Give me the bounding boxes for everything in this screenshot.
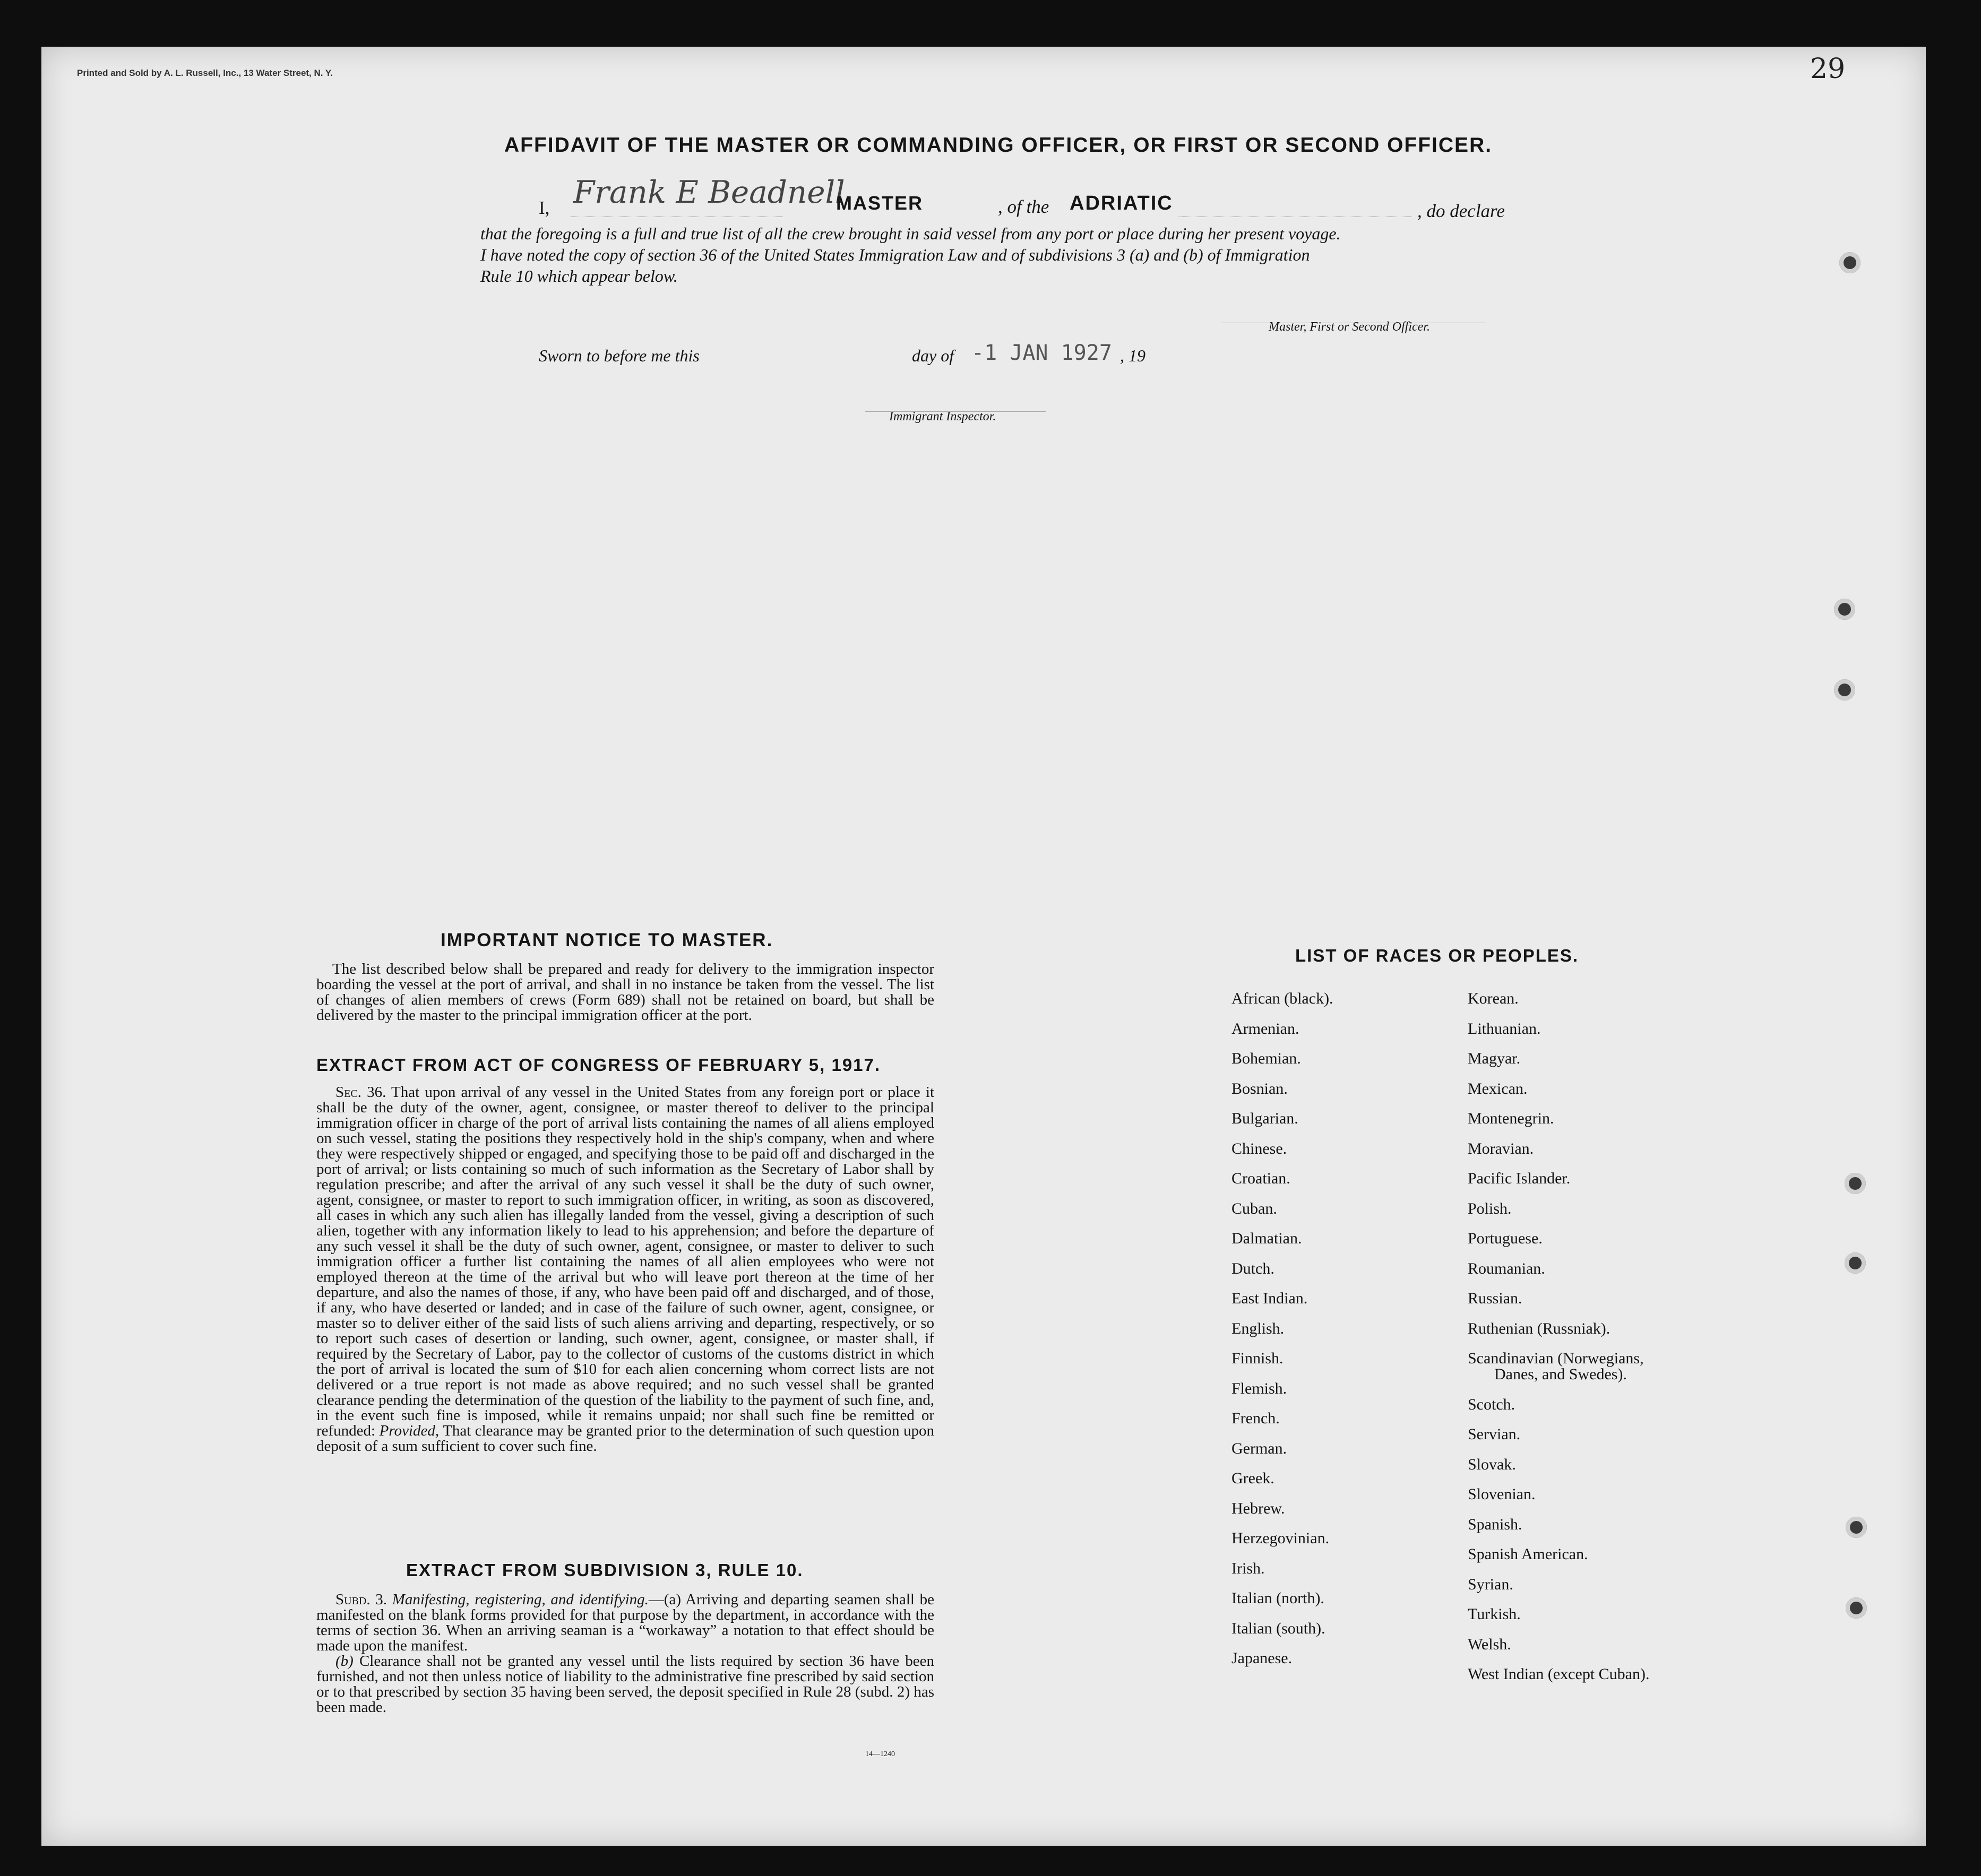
provided-label: Provided, (379, 1422, 440, 1439)
master-signature: Frank E Beadnell (573, 174, 845, 210)
rank-stamp: MASTER (836, 192, 923, 214)
race-item: Portuguese. (1468, 1230, 1543, 1247)
race-item: Finnish. (1231, 1350, 1284, 1367)
extract-act-title: EXTRACT FROM ACT OF CONGRESS OF FEBRUARY 5, 1917. (316, 1055, 881, 1075)
race-item: Bohemian. (1231, 1050, 1301, 1067)
race-item: Moravian. (1468, 1139, 1534, 1157)
printer-line: Printed and Sold by A. L. Russell, Inc., 13 Water Street, N. Y. (77, 68, 333, 78)
vessel-name: ADRIATIC (1070, 192, 1173, 214)
date-stamp: -1 JAN 1927 (971, 341, 1112, 365)
race-item: English. (1231, 1319, 1285, 1337)
year-suffix: , 19 (1120, 346, 1145, 365)
form-number: 14—1240 (865, 1750, 895, 1758)
race-item: Syrian. (1468, 1575, 1513, 1593)
race-item: Hebrew. (1231, 1499, 1285, 1517)
race-item: Chinese. (1231, 1139, 1287, 1157)
race-item: Slovenian. (1468, 1485, 1536, 1503)
subd-para-b-label: (b) (335, 1653, 354, 1670)
race-item: West Indian (except Cuban). (1468, 1665, 1650, 1683)
extract-rule-body (316, 1592, 934, 1715)
race-item: French. (1231, 1410, 1280, 1427)
race-item: Spanish American. (1468, 1545, 1588, 1563)
race-item: East Indian. (1231, 1290, 1308, 1307)
affidavit-line-2: that the foregoing is a full and true list of all the crew brought in said vessel from any port or place during her present voyage. (480, 224, 1341, 243)
sworn-label: Sworn to before me this (539, 346, 700, 365)
affidavit-line-4: Rule 10 which appear below. (480, 266, 678, 286)
race-item: Croatian. (1231, 1170, 1290, 1187)
binder-hole (1846, 1517, 1867, 1538)
race-item: Mexican. (1468, 1079, 1528, 1097)
race-item: Korean. (1468, 990, 1519, 1007)
day-of-label: day of (912, 346, 954, 365)
section-text: That upon arrival of any vessel in the United States from any foreign port or place it shall be the duty of the owner, agent, consignee, or master thereof to deliver to the principal immigration officer in charge of the port of arrival lists containing the names of all aliens employed on such vessel, stating the positions they respectively hold in the ship's company, when and where they were respectively shipped or engaged, and specifying those to be paid off and discharged in the port of arrival; or lists containing so much of such information as the Secretary of Labor shall by regulation prescribe; and after the arrival of any such vessel it shall be the duty of such owner, agent, consignee, or master to report to such immigration officer, in writing, as soon as discovered, all cases in which any such alien has illegally landed from the vessel, giving a description of such alien, together with any information likely to lead to his apprehension; and before the departure of any such vessel it shall be the duty of such owner, agent, consignee, or master to deliver to such immigration officer a further list containing the names of all alien employees who were not employed thereon at the time of the arrival but who will leave port thereon at the time of her departure, and also the names of those, if any, who have been paid off and discharged, and of those, if any, who have deserted or landed; and in case of the failure of such owner, agent, consignee, or master so to deliver either of the said lists of such aliens arriving and departing, respectively, or so to report such cases of desertion or landing, such owner, agent, consignee, or master shall, if required by the Secretary of Labor, pay to the collector of customs of the customs district in which the port of arrival is located the sum of $10 for each alien concerning whom correct lists are not delivered or a true report is not made as above required; and no such vessel shall be granted clearance pending the determination of the question of the liability to the payment of such fine, and, in the event such fine is imposed, while it remains unpaid; nor shall such fine be remitted or refunded: (316, 1084, 935, 1439)
race-item: Servian. (1468, 1425, 1521, 1443)
race-item: Bosnian. (1231, 1079, 1288, 1097)
subd-label: Subd. 3. (335, 1591, 387, 1608)
binder-hole (1846, 1597, 1867, 1619)
race-item: Ruthenian (Russniak). (1468, 1319, 1610, 1337)
race-item: Dalmatian. (1231, 1230, 1302, 1247)
subd-para-a: —(a) Arriving and departing seamen shall be manifested on the blank forms provided for that purpose by the department, in accordance with the terms of section 36. When an arriving seaman is a “workaway” a notation to that effect should be made upon the manifest. (316, 1591, 934, 1654)
extract-act-body (316, 1085, 934, 1454)
notice-text: The list described below shall be prepared and ready for delivery to the immigration inspector boarding the vessel at the port of arrival, and shall in no instance be taken from the vessel. The list of changes of alien members of crews (Form 689) shall not be retained on board, but shall be delivered by the master to the principal immigration officer at the port. (316, 961, 934, 1024)
race-item: Slovak. (1468, 1455, 1516, 1473)
notice-title: IMPORTANT NOTICE TO MASTER. (441, 930, 773, 950)
race-item: Flemish. (1231, 1379, 1287, 1397)
race-item: Pacific Islander. (1468, 1170, 1571, 1187)
page-number: 29 (1810, 53, 1846, 85)
race-item: Spanish. (1468, 1515, 1522, 1533)
race-item: Cuban. (1231, 1199, 1277, 1217)
subd-heading: Manifesting, registering, and identifying. (392, 1591, 649, 1608)
races-title: LIST OF RACES OR PEOPLES. (1295, 946, 1579, 965)
officer-caption: Master, First or Second Officer. (1269, 320, 1430, 334)
binder-hole (1839, 252, 1861, 273)
extract-rule-title: EXTRACT FROM SUBDIVISION 3, RULE 10. (406, 1560, 804, 1580)
race-item: Magyar. (1468, 1050, 1521, 1067)
binder-hole (1845, 1252, 1866, 1274)
race-item: Lithuanian. (1468, 1019, 1541, 1038)
race-item: African (black). (1231, 990, 1333, 1007)
race-item: Scandinavian (Norwegians, (1468, 1350, 1644, 1367)
race-item: Roumanian. (1468, 1259, 1545, 1277)
race-item: Armenian. (1231, 1019, 1299, 1038)
race-item: Bulgarian. (1231, 1110, 1298, 1127)
race-item: Greek. (1231, 1469, 1274, 1487)
race-item: Italian (north). (1231, 1589, 1324, 1607)
affidavit-title: AFFIDAVIT OF THE MASTER OR COMMANDING OFFICER, OR FIRST OR SECOND OFFICER. (504, 134, 1493, 157)
binder-hole (1834, 599, 1855, 620)
binder-hole (1845, 1173, 1866, 1194)
race-item: Dutch. (1231, 1259, 1274, 1277)
do-declare-label: , do declare (1417, 201, 1505, 221)
race-item: Herzegovinian. (1231, 1529, 1330, 1547)
affidavit-line-3: I have noted the copy of section 36 of the United States Immigration Law and of subdivisions 3 (a) and (b) of Immigration (480, 245, 1310, 264)
race-item: Danes, and Swedes). (1494, 1365, 1627, 1383)
subd-para-b: Clearance shall not be granted any vessel until the lists required by section 36 have been furnished, and not then unless notice of liability to the administrative fine prescribed by said section or to that prescribed by section 35 having been served, the deposit specified in Rule 28 (subd. 2) has been made. (316, 1653, 935, 1716)
section-text-end: That clearance may be granted prior to the determination of such question upon deposit of a sum sufficient to cover such fine. (316, 1422, 934, 1455)
section-label: Sec. 36. (335, 1084, 386, 1101)
race-item: Italian (south). (1231, 1619, 1325, 1637)
race-item: Montenegrin. (1468, 1110, 1554, 1127)
of-the-label: , of the (998, 196, 1049, 217)
document-page (41, 47, 1926, 1846)
race-item: Russian. (1468, 1290, 1522, 1307)
affidavit-i: I, (539, 197, 550, 218)
inspector-caption: Immigrant Inspector. (889, 410, 996, 423)
race-item: Welsh. (1468, 1635, 1511, 1653)
race-item: Scotch. (1468, 1395, 1515, 1413)
race-item: Polish. (1468, 1199, 1512, 1217)
race-item: German. (1231, 1439, 1287, 1457)
binder-hole (1834, 679, 1855, 701)
race-item: Irish. (1231, 1559, 1265, 1577)
race-item: Turkish. (1468, 1605, 1521, 1623)
race-item: Japanese. (1231, 1649, 1293, 1667)
